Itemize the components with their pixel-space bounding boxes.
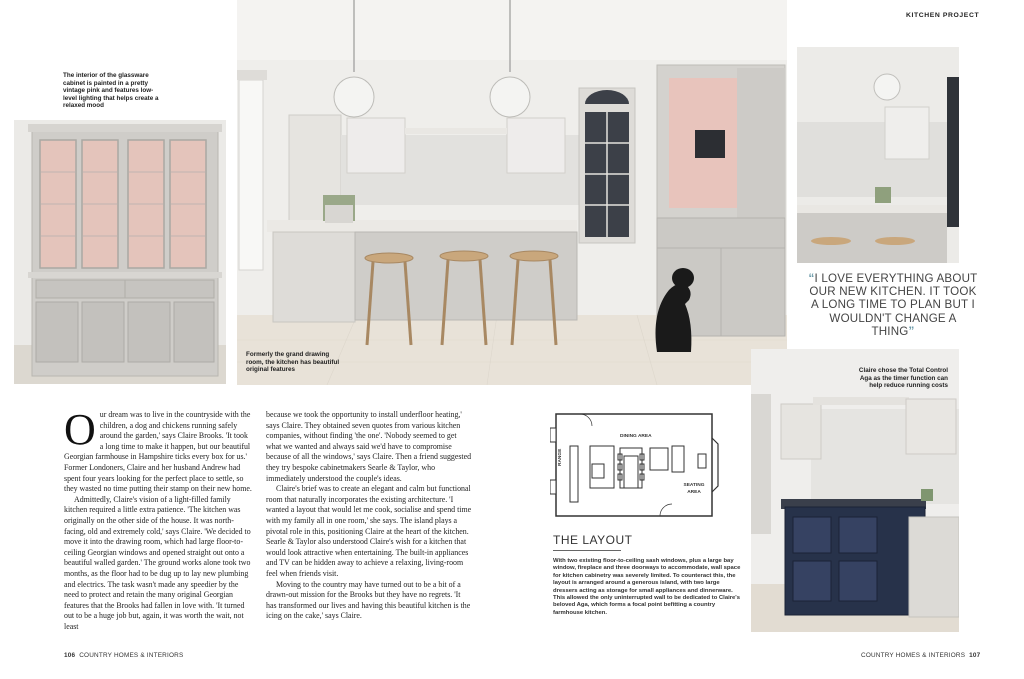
plan-label-range: RANGE: [558, 448, 563, 466]
quote-text: I LOVE EVERYTHING ABOUT OUR NEW KITCHEN. IT TOOK A LONG TIME TO PLAN BUT I WOULDN'T CHANGE A THING: [809, 272, 978, 338]
plan-label-seating: SEATING AREA: [683, 483, 705, 495]
section-header: KITCHEN PROJECT: [906, 12, 980, 19]
layout-title: THE LAYOUT: [553, 533, 633, 547]
quote-open-mark: “: [808, 272, 815, 285]
pull-quote: [808, 272, 978, 338]
dropcap: O: [64, 405, 96, 454]
folio-right: [861, 652, 980, 659]
body-paragraph: Admittedly, Claire's vision of a light-filled family kitchen required a little extra patience. 'The kitchen was originally on the other side of the house. It was north-facing, old and extremely cold,' says Claire. 'We decided to move it into the drawing room, which had large floor-to-ceiling Georgian windows and opened straight out onto a beautiful walled garden.' The ground works alone took two months, as the floor had to be dug up to lay new plumbing and electrics. The task wasn't made any speedier by the need to protect and retain the many original Georgian features that the Brooks had fallen in love with. 'It turned out to be a huge job but, again, it was worth the wait, not least: [64, 494, 251, 631]
body-column-1: [64, 405, 252, 632]
magazine-name-left: COUNTRY HOMES & INTERIORS: [79, 652, 184, 659]
quote-close-mark: ”: [908, 324, 915, 338]
page-number-right: 107: [969, 652, 981, 659]
caption-aga: Claire chose the Total Control Aga as the timer function can help reduce running costs: [858, 367, 948, 390]
photo-main-kitchen: [237, 0, 787, 385]
layout-text: With two existing floor-to-ceiling sash windows, plus a large bay window, fireplace and three doorways to accommodate, wall space for kitchen cabinetry was severely limited. To counteract this, the layout is arranged around a generous island, with two large dressers acting as storage for small appliances and dinnerware. This allowed the only uninterrupted wall to be dedicated to Claire's beloved Aga, which forms a focal point befitting a country farmhouse kitchen.: [553, 558, 741, 616]
page-number-left: 106: [64, 652, 76, 659]
body-paragraph: Claire's brief was to create an elegant and calm but functional room that naturally incorporates the existing architecture. 'I wanted a layout that would let me cook, socialise and spend time with my family all in one room,' she says. The island plays a pivotal role in this, positioning Claire at the heart of the kitchen. Searle & Taylor also understood Claire's wish for a kitchen that would look attractive when entertaining. The built-in appliances and TV can be hidden away to achieve a relaxing, living-room feel when friends visit.: [266, 484, 472, 578]
body-column-2: [266, 410, 472, 622]
body-paragraph: Moving to the country may have turned out to be a bit of a drawn-out mission for the Brooks but they have no regrets. 'It has transformed our lives and having this beautiful kitchen is the icing on the cake,' says Claire.: [266, 579, 471, 621]
photo-glassware-dresser: [14, 120, 226, 384]
magazine-name-right: COUNTRY HOMES & INTERIORS: [861, 652, 966, 659]
body-paragraph: because we took the opportunity to install underfloor heating,' says Claire. They obtained seven quotes from various kitchen companies, without finding 'the one'. 'Nobody seemed to get what we wanted and always said we'd have to compromise because of all the windows,' says Claire. Then a friend suggested they try bespoke cabinetmakers Searle & Taylor, who immediately understood the couple's ideas.: [266, 410, 472, 483]
layout-divider: [553, 550, 621, 551]
folio-left: [64, 652, 183, 659]
photo-splashback: [797, 47, 959, 263]
body-paragraph: ur dream was to live in the countryside with the children, a dog and chickens running safely around the garden,' says Claire Brooks. 'It took a long time to make it happen, but our beautiful Georgian farmhouse in Hampshire ticks every box for us.' Former Londoners, Claire and her husband Andrew had spent four years looking for the perfect place to settle, so they wasted no time putting their stamp on their new home.: [64, 410, 252, 494]
plan-label-dining: DINING AREA: [620, 434, 652, 439]
floor-plan: [550, 408, 720, 523]
caption-drawing-room: Formerly the grand drawing room, the kitchen has beautiful original features: [246, 351, 340, 374]
caption-glassware: The interior of the glassware cabinet is painted in a pretty vintage pink and features low-level lighting that helps create a relaxed mood: [63, 72, 159, 110]
photo-aga: [751, 349, 959, 632]
